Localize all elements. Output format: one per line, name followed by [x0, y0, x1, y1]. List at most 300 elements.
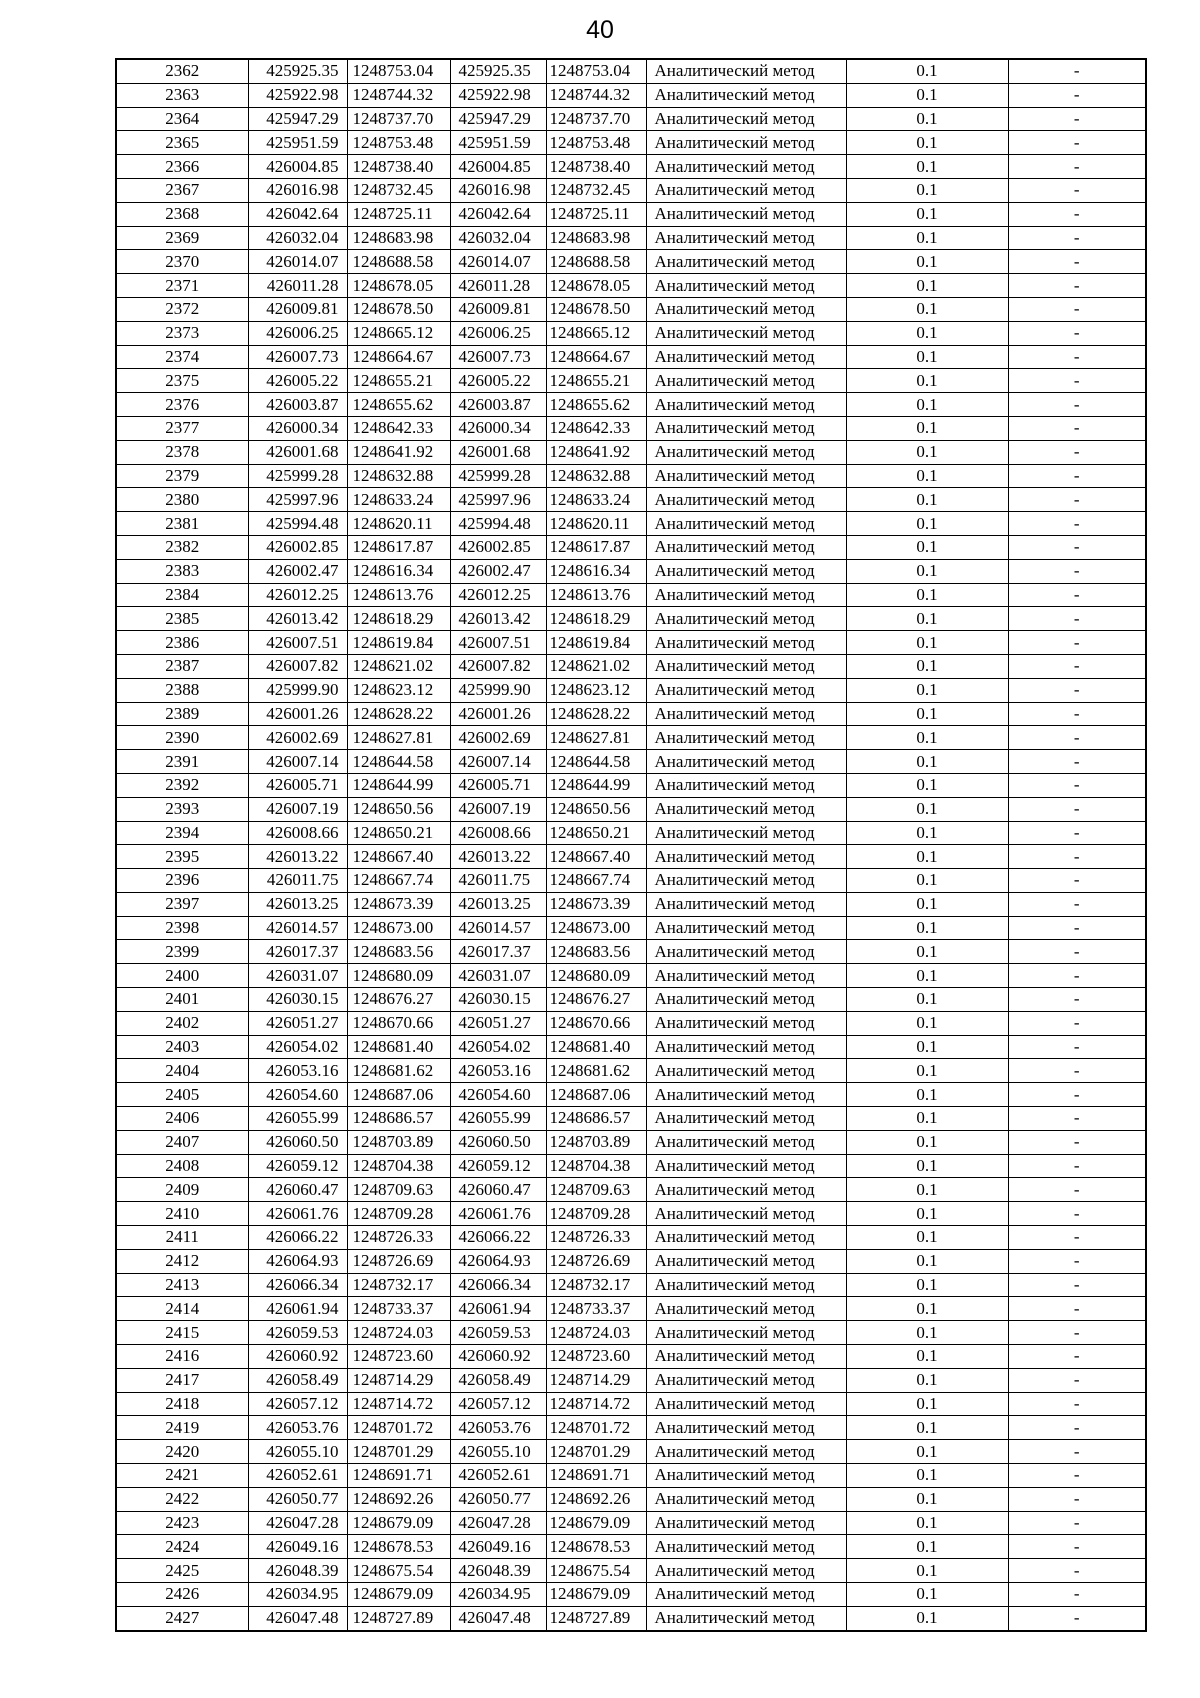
y-coordinate-repeat-cell: 1248642.33 [546, 416, 646, 440]
method-cell: Аналитический метод [646, 1154, 846, 1178]
x-coordinate-repeat-cell: 425999.90 [450, 678, 546, 702]
precision-cell: 0.1 [846, 631, 1008, 655]
x-coordinate-repeat-cell: 426066.22 [450, 1226, 546, 1250]
x-coordinate-repeat-cell: 426055.99 [450, 1107, 546, 1131]
note-cell: - [1008, 916, 1146, 940]
x-coordinate-cell: 425922.98 [248, 83, 347, 107]
precision-cell: 0.1 [846, 107, 1008, 131]
precision-cell: 0.1 [846, 1297, 1008, 1321]
table-row [116, 440, 1146, 464]
x-coordinate-repeat-cell: 426005.71 [450, 773, 546, 797]
method-cell: Аналитический метод [646, 726, 846, 750]
table-row [116, 1440, 1146, 1464]
x-coordinate-cell: 426048.39 [248, 1559, 347, 1583]
table-row [116, 1178, 1146, 1202]
note-cell: - [1008, 1535, 1146, 1559]
x-coordinate-repeat-cell: 426048.39 [450, 1559, 546, 1583]
method-cell: Аналитический метод [646, 1606, 846, 1630]
table-row [116, 274, 1146, 298]
note-cell: - [1008, 416, 1146, 440]
y-coordinate-cell: 1248688.58 [347, 250, 450, 274]
x-coordinate-cell: 425951.59 [248, 131, 347, 155]
x-coordinate-cell: 426047.48 [248, 1606, 347, 1630]
y-coordinate-repeat-cell: 1248704.38 [546, 1154, 646, 1178]
table-row [116, 1559, 1146, 1583]
table-row [116, 631, 1146, 655]
precision-cell: 0.1 [846, 297, 1008, 321]
point-number-cell: 2405 [116, 1083, 248, 1107]
x-coordinate-repeat-cell: 425947.29 [450, 107, 546, 131]
method-cell: Аналитический метод [646, 1583, 846, 1607]
x-coordinate-cell: 426057.12 [248, 1392, 347, 1416]
x-coordinate-cell: 426007.14 [248, 750, 347, 774]
x-coordinate-cell: 426055.99 [248, 1107, 347, 1131]
method-cell: Аналитический метод [646, 845, 846, 869]
method-cell: Аналитический метод [646, 1178, 846, 1202]
y-coordinate-cell: 1248709.63 [347, 1178, 450, 1202]
note-cell: - [1008, 678, 1146, 702]
y-coordinate-repeat-cell: 1248650.21 [546, 821, 646, 845]
table-row [116, 1083, 1146, 1107]
y-coordinate-repeat-cell: 1248737.70 [546, 107, 646, 131]
point-number-cell: 2425 [116, 1559, 248, 1583]
x-coordinate-repeat-cell: 426050.77 [450, 1487, 546, 1511]
x-coordinate-cell: 425947.29 [248, 107, 347, 131]
precision-cell: 0.1 [846, 131, 1008, 155]
point-number-cell: 2419 [116, 1416, 248, 1440]
precision-cell: 0.1 [846, 1011, 1008, 1035]
precision-cell: 0.1 [846, 416, 1008, 440]
y-coordinate-cell: 1248679.09 [347, 1511, 450, 1535]
note-cell: - [1008, 155, 1146, 179]
point-number-cell: 2391 [116, 750, 248, 774]
x-coordinate-cell: 426013.22 [248, 845, 347, 869]
note-cell: - [1008, 1368, 1146, 1392]
table-row [116, 345, 1146, 369]
point-number-cell: 2378 [116, 440, 248, 464]
table-row [116, 750, 1146, 774]
point-number-cell: 2376 [116, 393, 248, 417]
table-row [116, 797, 1146, 821]
method-cell: Аналитический метод [646, 202, 846, 226]
note-cell: - [1008, 559, 1146, 583]
precision-cell: 0.1 [846, 1226, 1008, 1250]
method-cell: Аналитический метод [646, 1487, 846, 1511]
x-coordinate-cell: 426064.93 [248, 1249, 347, 1273]
x-coordinate-repeat-cell: 425994.48 [450, 512, 546, 536]
x-coordinate-repeat-cell: 426054.02 [450, 1035, 546, 1059]
table-row [116, 1583, 1146, 1607]
precision-cell: 0.1 [846, 1202, 1008, 1226]
point-number-cell: 2365 [116, 131, 248, 155]
method-cell: Аналитический метод [646, 512, 846, 536]
table-row [116, 1416, 1146, 1440]
precision-cell: 0.1 [846, 869, 1008, 893]
y-coordinate-repeat-cell: 1248633.24 [546, 488, 646, 512]
point-number-cell: 2383 [116, 559, 248, 583]
point-number-cell: 2390 [116, 726, 248, 750]
method-cell: Аналитический метод [646, 1297, 846, 1321]
y-coordinate-cell: 1248616.34 [347, 559, 450, 583]
point-number-cell: 2395 [116, 845, 248, 869]
note-cell: - [1008, 773, 1146, 797]
note-cell: - [1008, 1273, 1146, 1297]
note-cell: - [1008, 274, 1146, 298]
method-cell: Аналитический метод [646, 1392, 846, 1416]
x-coordinate-cell: 426001.26 [248, 702, 347, 726]
y-coordinate-cell: 1248620.11 [347, 512, 450, 536]
method-cell: Аналитический метод [646, 1416, 846, 1440]
point-number-cell: 2384 [116, 583, 248, 607]
y-coordinate-cell: 1248644.58 [347, 750, 450, 774]
y-coordinate-repeat-cell: 1248667.74 [546, 869, 646, 893]
method-cell: Аналитический метод [646, 678, 846, 702]
table-row [116, 393, 1146, 417]
x-coordinate-cell: 425997.96 [248, 488, 347, 512]
precision-cell: 0.1 [846, 1321, 1008, 1345]
precision-cell: 0.1 [846, 1392, 1008, 1416]
table-row [116, 107, 1146, 131]
precision-cell: 0.1 [846, 488, 1008, 512]
y-coordinate-repeat-cell: 1248732.45 [546, 178, 646, 202]
x-coordinate-cell: 426049.16 [248, 1535, 347, 1559]
table-row [116, 1511, 1146, 1535]
y-coordinate-repeat-cell: 1248692.26 [546, 1487, 646, 1511]
y-coordinate-repeat-cell: 1248679.09 [546, 1511, 646, 1535]
x-coordinate-repeat-cell: 426005.22 [450, 369, 546, 393]
x-coordinate-cell: 426051.27 [248, 1011, 347, 1035]
y-coordinate-repeat-cell: 1248714.29 [546, 1368, 646, 1392]
x-coordinate-cell: 426013.25 [248, 892, 347, 916]
y-coordinate-repeat-cell: 1248620.11 [546, 512, 646, 536]
precision-cell: 0.1 [846, 440, 1008, 464]
point-number-cell: 2415 [116, 1321, 248, 1345]
point-number-cell: 2362 [116, 59, 248, 83]
table-row [116, 178, 1146, 202]
x-coordinate-repeat-cell: 426051.27 [450, 1011, 546, 1035]
table-row [116, 940, 1146, 964]
y-coordinate-cell: 1248687.06 [347, 1083, 450, 1107]
x-coordinate-repeat-cell: 426059.12 [450, 1154, 546, 1178]
y-coordinate-repeat-cell: 1248679.09 [546, 1583, 646, 1607]
y-coordinate-repeat-cell: 1248691.71 [546, 1464, 646, 1488]
y-coordinate-repeat-cell: 1248621.02 [546, 654, 646, 678]
x-coordinate-repeat-cell: 426047.48 [450, 1606, 546, 1630]
table-row [116, 155, 1146, 179]
x-coordinate-cell: 426013.42 [248, 607, 347, 631]
point-number-cell: 2413 [116, 1273, 248, 1297]
y-coordinate-cell: 1248628.22 [347, 702, 450, 726]
y-coordinate-repeat-cell: 1248673.00 [546, 916, 646, 940]
x-coordinate-cell: 426032.04 [248, 226, 347, 250]
note-cell: - [1008, 226, 1146, 250]
x-coordinate-cell: 426059.12 [248, 1154, 347, 1178]
point-number-cell: 2385 [116, 607, 248, 631]
note-cell: - [1008, 1392, 1146, 1416]
point-number-cell: 2423 [116, 1511, 248, 1535]
precision-cell: 0.1 [846, 202, 1008, 226]
note-cell: - [1008, 892, 1146, 916]
y-coordinate-repeat-cell: 1248723.60 [546, 1345, 646, 1369]
method-cell: Аналитический метод [646, 797, 846, 821]
method-cell: Аналитический метод [646, 155, 846, 179]
y-coordinate-repeat-cell: 1248673.39 [546, 892, 646, 916]
page-number: 40 [586, 16, 614, 44]
x-coordinate-repeat-cell: 425999.28 [450, 464, 546, 488]
method-cell: Аналитический метод [646, 535, 846, 559]
note-cell: - [1008, 1130, 1146, 1154]
x-coordinate-cell: 426008.66 [248, 821, 347, 845]
x-coordinate-cell: 426054.60 [248, 1083, 347, 1107]
x-coordinate-cell: 425999.90 [248, 678, 347, 702]
x-coordinate-repeat-cell: 426013.25 [450, 892, 546, 916]
y-coordinate-repeat-cell: 1248688.58 [546, 250, 646, 274]
table-row [116, 131, 1146, 155]
note-cell: - [1008, 1487, 1146, 1511]
y-coordinate-cell: 1248617.87 [347, 535, 450, 559]
precision-cell: 0.1 [846, 1487, 1008, 1511]
table-row [116, 726, 1146, 750]
x-coordinate-repeat-cell: 425925.35 [450, 59, 546, 83]
method-cell: Аналитический метод [646, 1464, 846, 1488]
x-coordinate-repeat-cell: 426006.25 [450, 321, 546, 345]
table-row [116, 773, 1146, 797]
table-row [116, 1535, 1146, 1559]
x-coordinate-cell: 426031.07 [248, 964, 347, 988]
y-coordinate-cell: 1248678.50 [347, 297, 450, 321]
table-row [116, 202, 1146, 226]
note-cell: - [1008, 869, 1146, 893]
x-coordinate-repeat-cell: 426061.94 [450, 1297, 546, 1321]
note-cell: - [1008, 583, 1146, 607]
x-coordinate-cell: 425925.35 [248, 59, 347, 83]
precision-cell: 0.1 [846, 464, 1008, 488]
y-coordinate-repeat-cell: 1248753.04 [546, 59, 646, 83]
y-coordinate-repeat-cell: 1248701.29 [546, 1440, 646, 1464]
method-cell: Аналитический метод [646, 178, 846, 202]
method-cell: Аналитический метод [646, 1059, 846, 1083]
x-coordinate-repeat-cell: 426049.16 [450, 1535, 546, 1559]
x-coordinate-repeat-cell: 426032.04 [450, 226, 546, 250]
point-number-cell: 2371 [116, 274, 248, 298]
precision-cell: 0.1 [846, 1559, 1008, 1583]
note-cell: - [1008, 1511, 1146, 1535]
precision-cell: 0.1 [846, 702, 1008, 726]
y-coordinate-cell: 1248732.45 [347, 178, 450, 202]
method-cell: Аналитический метод [646, 250, 846, 274]
method-cell: Аналитический метод [646, 1559, 846, 1583]
y-coordinate-cell: 1248726.33 [347, 1226, 450, 1250]
note-cell: - [1008, 440, 1146, 464]
x-coordinate-cell: 426002.47 [248, 559, 347, 583]
x-coordinate-repeat-cell: 426047.28 [450, 1511, 546, 1535]
x-coordinate-cell: 426003.87 [248, 393, 347, 417]
precision-cell: 0.1 [846, 773, 1008, 797]
y-coordinate-cell: 1248704.38 [347, 1154, 450, 1178]
y-coordinate-cell: 1248621.02 [347, 654, 450, 678]
precision-cell: 0.1 [846, 1345, 1008, 1369]
y-coordinate-repeat-cell: 1248681.62 [546, 1059, 646, 1083]
y-coordinate-cell: 1248632.88 [347, 464, 450, 488]
y-coordinate-cell: 1248703.89 [347, 1130, 450, 1154]
note-cell: - [1008, 750, 1146, 774]
precision-cell: 0.1 [846, 964, 1008, 988]
note-cell: - [1008, 845, 1146, 869]
precision-cell: 0.1 [846, 1059, 1008, 1083]
x-coordinate-repeat-cell: 426011.75 [450, 869, 546, 893]
note-cell: - [1008, 988, 1146, 1012]
x-coordinate-repeat-cell: 426014.07 [450, 250, 546, 274]
y-coordinate-cell: 1248676.27 [347, 988, 450, 1012]
method-cell: Аналитический метод [646, 345, 846, 369]
point-number-cell: 2368 [116, 202, 248, 226]
x-coordinate-repeat-cell: 426014.57 [450, 916, 546, 940]
x-coordinate-repeat-cell: 426009.81 [450, 297, 546, 321]
point-number-cell: 2402 [116, 1011, 248, 1035]
y-coordinate-cell: 1248619.84 [347, 631, 450, 655]
x-coordinate-repeat-cell: 426007.19 [450, 797, 546, 821]
y-coordinate-cell: 1248681.62 [347, 1059, 450, 1083]
x-coordinate-repeat-cell: 425922.98 [450, 83, 546, 107]
x-coordinate-cell: 426014.07 [248, 250, 347, 274]
y-coordinate-cell: 1248678.53 [347, 1535, 450, 1559]
precision-cell: 0.1 [846, 1583, 1008, 1607]
x-coordinate-cell: 426055.10 [248, 1440, 347, 1464]
x-coordinate-repeat-cell: 426066.34 [450, 1273, 546, 1297]
note-cell: - [1008, 1583, 1146, 1607]
point-number-cell: 2381 [116, 512, 248, 536]
y-coordinate-repeat-cell: 1248680.09 [546, 964, 646, 988]
table-row [116, 1392, 1146, 1416]
table-row [116, 250, 1146, 274]
method-cell: Аналитический метод [646, 1107, 846, 1131]
method-cell: Аналитический метод [646, 631, 846, 655]
y-coordinate-repeat-cell: 1248683.56 [546, 940, 646, 964]
note-cell: - [1008, 512, 1146, 536]
point-number-cell: 2400 [116, 964, 248, 988]
y-coordinate-repeat-cell: 1248667.40 [546, 845, 646, 869]
note-cell: - [1008, 1059, 1146, 1083]
y-coordinate-cell: 1248709.28 [347, 1202, 450, 1226]
point-number-cell: 2416 [116, 1345, 248, 1369]
method-cell: Аналитический метод [646, 821, 846, 845]
x-coordinate-repeat-cell: 426052.61 [450, 1464, 546, 1488]
x-coordinate-repeat-cell: 426007.14 [450, 750, 546, 774]
table-row [116, 988, 1146, 1012]
precision-cell: 0.1 [846, 1511, 1008, 1535]
x-coordinate-cell: 426061.76 [248, 1202, 347, 1226]
x-coordinate-repeat-cell: 426001.68 [450, 440, 546, 464]
x-coordinate-repeat-cell: 426004.85 [450, 155, 546, 179]
x-coordinate-repeat-cell: 426000.34 [450, 416, 546, 440]
precision-cell: 0.1 [846, 321, 1008, 345]
table-row [116, 1345, 1146, 1369]
method-cell: Аналитический метод [646, 750, 846, 774]
x-coordinate-cell: 426058.49 [248, 1368, 347, 1392]
y-coordinate-cell: 1248727.89 [347, 1606, 450, 1630]
method-cell: Аналитический метод [646, 1321, 846, 1345]
y-coordinate-cell: 1248692.26 [347, 1487, 450, 1511]
note-cell: - [1008, 1416, 1146, 1440]
table-row [116, 845, 1146, 869]
method-cell: Аналитический метод [646, 773, 846, 797]
table-row [116, 1273, 1146, 1297]
point-number-cell: 2388 [116, 678, 248, 702]
y-coordinate-repeat-cell: 1248618.29 [546, 607, 646, 631]
table-row [116, 416, 1146, 440]
x-coordinate-repeat-cell: 426055.10 [450, 1440, 546, 1464]
point-number-cell: 2407 [116, 1130, 248, 1154]
method-cell: Аналитический метод [646, 916, 846, 940]
y-coordinate-repeat-cell: 1248727.89 [546, 1606, 646, 1630]
note-cell: - [1008, 1440, 1146, 1464]
point-number-cell: 2427 [116, 1606, 248, 1630]
x-coordinate-cell: 426034.95 [248, 1583, 347, 1607]
note-cell: - [1008, 1154, 1146, 1178]
x-coordinate-repeat-cell: 426007.82 [450, 654, 546, 678]
method-cell: Аналитический метод [646, 559, 846, 583]
precision-cell: 0.1 [846, 821, 1008, 845]
x-coordinate-cell: 425994.48 [248, 512, 347, 536]
y-coordinate-cell: 1248679.09 [347, 1583, 450, 1607]
x-coordinate-cell: 426011.28 [248, 274, 347, 298]
point-number-cell: 2396 [116, 869, 248, 893]
x-coordinate-cell: 426061.94 [248, 1297, 347, 1321]
precision-cell: 0.1 [846, 1368, 1008, 1392]
x-coordinate-cell: 426066.22 [248, 1226, 347, 1250]
y-coordinate-cell: 1248673.00 [347, 916, 450, 940]
table-row [116, 654, 1146, 678]
x-coordinate-cell: 426005.22 [248, 369, 347, 393]
note-cell: - [1008, 1249, 1146, 1273]
point-number-cell: 2408 [116, 1154, 248, 1178]
precision-cell: 0.1 [846, 535, 1008, 559]
table-row [116, 297, 1146, 321]
note-cell: - [1008, 607, 1146, 631]
table-row [116, 583, 1146, 607]
y-coordinate-cell: 1248691.71 [347, 1464, 450, 1488]
precision-cell: 0.1 [846, 83, 1008, 107]
x-coordinate-cell: 425999.28 [248, 464, 347, 488]
precision-cell: 0.1 [846, 845, 1008, 869]
precision-cell: 0.1 [846, 892, 1008, 916]
table-row [116, 1130, 1146, 1154]
y-coordinate-cell: 1248650.56 [347, 797, 450, 821]
note-cell: - [1008, 297, 1146, 321]
y-coordinate-cell: 1248623.12 [347, 678, 450, 702]
y-coordinate-repeat-cell: 1248733.37 [546, 1297, 646, 1321]
y-coordinate-repeat-cell: 1248744.32 [546, 83, 646, 107]
method-cell: Аналитический метод [646, 1368, 846, 1392]
x-coordinate-repeat-cell: 426011.28 [450, 274, 546, 298]
note-cell: - [1008, 1321, 1146, 1345]
method-cell: Аналитический метод [646, 107, 846, 131]
y-coordinate-repeat-cell: 1248641.92 [546, 440, 646, 464]
method-cell: Аналитический метод [646, 964, 846, 988]
precision-cell: 0.1 [846, 607, 1008, 631]
note-cell: - [1008, 1178, 1146, 1202]
y-coordinate-cell: 1248732.17 [347, 1273, 450, 1297]
table-row [116, 512, 1146, 536]
y-coordinate-cell: 1248655.62 [347, 393, 450, 417]
precision-cell: 0.1 [846, 345, 1008, 369]
note-cell: - [1008, 202, 1146, 226]
precision-cell: 0.1 [846, 1130, 1008, 1154]
point-number-cell: 2382 [116, 535, 248, 559]
point-number-cell: 2366 [116, 155, 248, 179]
x-coordinate-cell: 426054.02 [248, 1035, 347, 1059]
x-coordinate-cell: 426047.28 [248, 1511, 347, 1535]
